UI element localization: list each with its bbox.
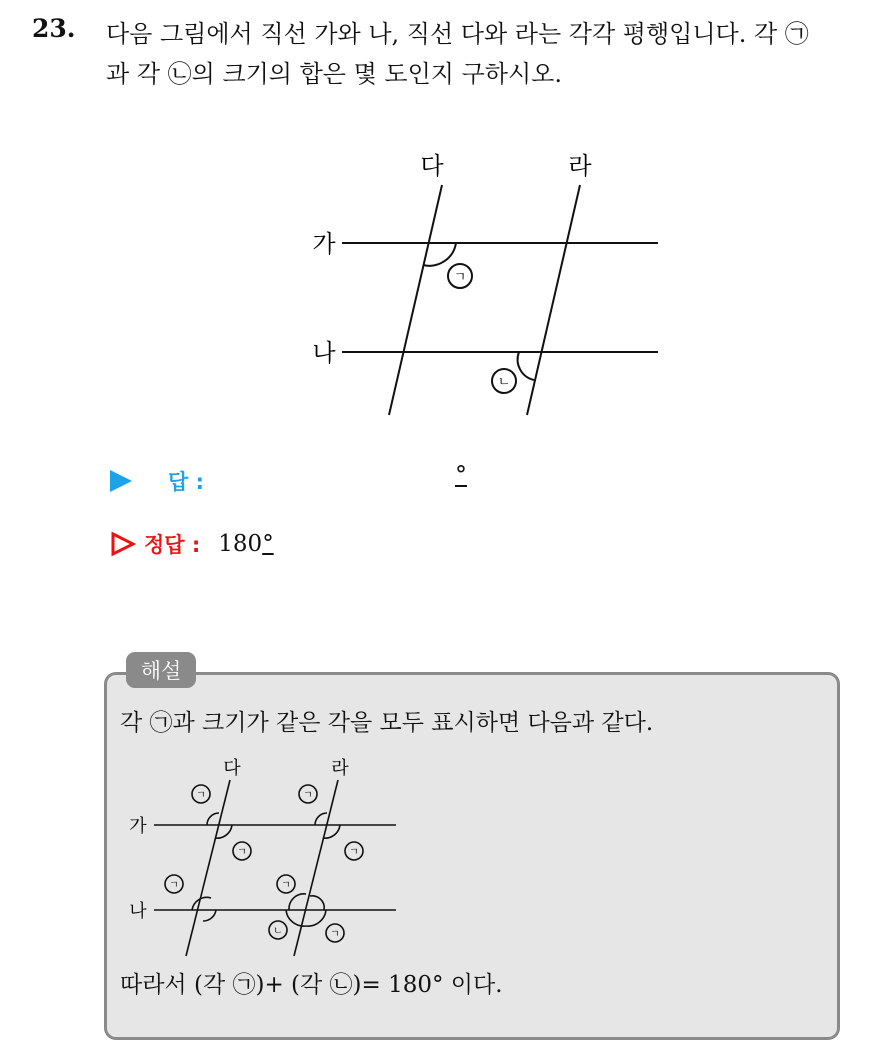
question-text [106, 14, 866, 94]
answer-label: 답 : [168, 470, 204, 494]
parallel-lines-figure [290, 140, 670, 425]
exp-arc [306, 910, 326, 926]
explanation-line-1: 각 ㉠과 크기가 같은 각을 모두 표시하면 다음과 같다. [120, 710, 654, 736]
line-da [389, 185, 442, 415]
exp-angle-label: ㄱ [281, 880, 291, 891]
label-ga: 가 [312, 230, 336, 258]
label-ra: 라 [568, 152, 592, 180]
exp-arc [289, 894, 306, 910]
correct-number: 180 [218, 531, 263, 557]
exp-arc [207, 813, 219, 825]
exp-arc [203, 910, 216, 921]
play-icon [110, 470, 132, 492]
exp-label-ga: 가 [129, 816, 147, 837]
correct-answer-label: 정답 : [144, 533, 201, 557]
exp-label-na: 나 [129, 901, 147, 922]
explanation-tag: 해설 [126, 652, 196, 688]
exp-angle-label: ㄱ [330, 929, 340, 940]
correct-unit: ° [262, 531, 274, 557]
exp-label-ra: 라 [331, 758, 349, 779]
angle-label-1: ㄱ [453, 270, 467, 285]
exp-arc [315, 813, 327, 825]
exp-arc [192, 897, 211, 910]
question-line-1: 다음 그림에서 직선 가와 나, 직선 다와 라는 각각 평행입니다. 각 ㉠ [106, 20, 809, 48]
exp-angle-label: ㄱ [349, 847, 359, 858]
exp-angle-label: ㄱ [303, 790, 313, 801]
line-ra [527, 185, 580, 415]
label-da: 다 [420, 152, 444, 180]
answer-unit: ° [455, 461, 467, 489]
correct-answer-row [110, 524, 274, 564]
explanation-line-2: 따라서 (각 ㉠)+ (각 ㉡)= 180° 이다. [120, 972, 503, 998]
exp-angle-label: ㄱ [169, 880, 179, 891]
exp-angle-label: ㄴ [273, 926, 283, 937]
angle-arc-2 [518, 352, 534, 380]
exp-angle-label: ㄱ [237, 847, 247, 858]
angle-label-2: ㄴ [497, 375, 511, 390]
explanation-figure [118, 748, 408, 960]
question-line-2: 과 각 ㉡의 크기의 합은 몇 도인지 구하시오. [106, 60, 562, 88]
exp-label-da: 다 [223, 758, 241, 779]
label-na: 나 [312, 339, 336, 367]
exp-arc [310, 896, 324, 910]
play-outline-icon [110, 531, 136, 557]
answer-row [110, 461, 204, 501]
question-number: 23. [32, 14, 76, 43]
correct-answer-value [218, 531, 273, 557]
exp-line-da [186, 780, 230, 956]
exp-angle-label: ㄱ [196, 790, 206, 801]
